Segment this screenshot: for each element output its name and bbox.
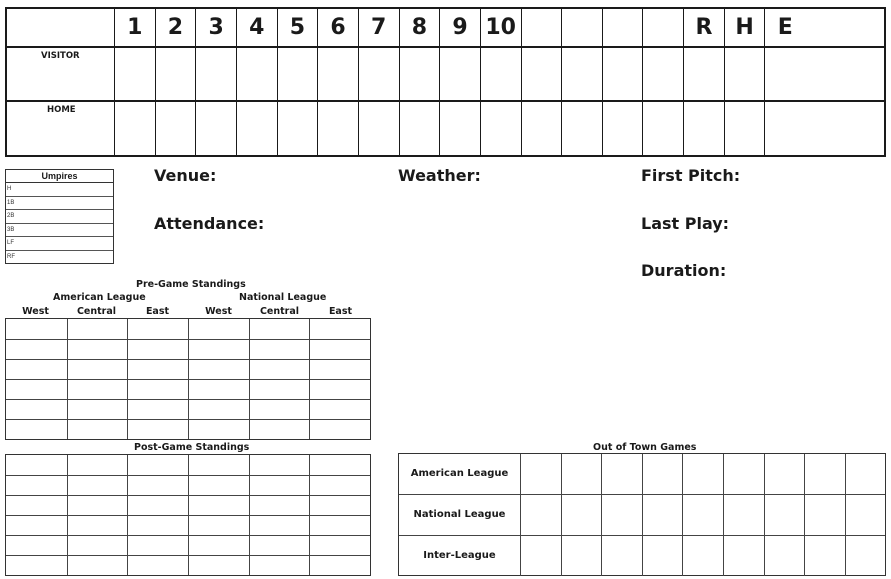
pregame-standings-cell [127,319,188,339]
pregame-standings-cell [6,399,67,419]
visitor-inning-cell-6 [317,48,358,100]
pregame-standings-cell [67,419,128,439]
home-inning-cell-13 [602,102,643,155]
visitor-row [7,48,884,102]
umpire-row-right-field: RF [7,253,15,260]
oot-score-cell [845,495,886,535]
pregame-col-al-east: East [145,306,170,317]
pregame-standings-cell [249,359,310,379]
postgame-standings-cell [309,495,370,515]
oot-score-cell [601,454,642,495]
oot-score-cell [682,536,723,576]
pregame-col-al-central: Central [76,306,117,317]
postgame-standings-cell [309,475,370,495]
visitor-inning-cell-3 [195,48,236,100]
postgame-standings-cell [249,475,310,495]
duration-label: Duration: [641,261,727,280]
visitor-inning-cell-5 [277,48,318,100]
umpire-row-third-base: 3B [6,224,113,238]
postgame-standings-cell [309,555,370,575]
oot-score-cell [764,495,805,535]
pregame-standings-cell [67,319,128,339]
oot-score-cell [561,454,602,495]
umpires-table [5,169,114,264]
out-of-town-table [398,453,886,576]
umpire-row-left-field: LF [6,237,113,251]
postgame-standings-grid [5,454,371,576]
line-score-header-cell-6: 6 [317,9,358,46]
oot-label-inter-league: Inter-League [423,550,496,561]
pregame-standings-cell [249,419,310,439]
postgame-standings-cell [67,455,128,475]
pregame-standings-cell [67,379,128,399]
pregame-standings-cell [188,359,249,379]
visitor-inning-cell-9 [439,48,480,100]
home-inning-cell-10 [480,102,521,155]
postgame-standings-cell [127,455,188,475]
oot-score-cell [764,454,805,495]
home-inning-cell-4 [236,102,277,155]
oot-score-cell [682,495,723,535]
postgame-standings-cell [127,535,188,555]
line-score-header-cell-3: 3 [195,9,236,46]
line-score-header-cell-15: R [683,9,724,46]
pregame-col-nl-west: West [205,306,232,317]
postgame-standings-title: Post-Game Standings [134,442,250,453]
pregame-standings-cell [67,399,128,419]
oot-row-national-league [399,494,885,535]
oot-score-cell [804,536,845,576]
pregame-standings-cell [309,419,370,439]
umpire-row-home-plate: H [6,183,113,197]
line-score-header-cell-5: 5 [277,9,318,46]
pregame-standings-cell [188,399,249,419]
line-score-header-row [7,9,884,48]
line-score-header-cell-2: 2 [155,9,196,46]
out-of-town-title: Out of Town Games [593,442,697,453]
home-inning-cell-7 [358,102,399,155]
postgame-standings-cell [67,515,128,535]
oot-score-cell [642,536,683,576]
oot-score-cell [845,536,886,576]
pregame-standings-cell [309,359,370,379]
visitor-inning-cell-13 [602,48,643,100]
line-score-header-cell-1: 1 [114,9,155,46]
last-play-label: Last Play: [641,214,730,233]
postgame-standings-cell [249,455,310,475]
postgame-standings-cell [188,535,249,555]
first-pitch-label: First Pitch: [641,166,741,185]
postgame-standings-cell [309,535,370,555]
visitor-inning-cell-1 [114,48,155,100]
pregame-national-league-heading: National League [239,292,327,303]
oot-score-cell [561,495,602,535]
pregame-standings-cell [6,359,67,379]
pregame-standings-cell [309,379,370,399]
line-score-header-cell-11 [521,9,562,46]
oot-label-american-league: American League [410,468,509,479]
postgame-standings-cell [309,455,370,475]
postgame-standings-cell [188,515,249,535]
pregame-standings-title: Pre-Game Standings [136,279,246,290]
visitor-inning-cell-17 [764,48,805,100]
home-inning-cell-12 [561,102,602,155]
pregame-standings-cell [127,399,188,419]
oot-score-cell [642,495,683,535]
oot-score-cell [601,495,642,535]
postgame-standings-cell [127,475,188,495]
postgame-standings-cell [188,475,249,495]
visitor-inning-cell-8 [399,48,440,100]
postgame-standings-cell [188,495,249,515]
postgame-standings-cell [127,515,188,535]
oot-row-inter-league [399,535,885,576]
pregame-standings-cell [188,379,249,399]
oot-score-cell [520,495,561,535]
home-inning-cell-17 [764,102,805,155]
postgame-standings-cell [6,475,67,495]
postgame-standings-cell [188,455,249,475]
postgame-standings-cell [67,555,128,575]
line-score-header-cell-10: 10 [480,9,521,46]
pregame-col-nl-east: East [328,306,353,317]
home-inning-cell-11 [521,102,562,155]
line-score-header-cell-13 [602,9,643,46]
oot-score-cell [601,536,642,576]
pregame-standings-cell [249,399,310,419]
pregame-standings-cell [67,339,128,359]
pregame-standings-cell [309,399,370,419]
oot-score-cell [520,454,561,495]
postgame-standings-cell [309,515,370,535]
home-inning-cell-2 [155,102,196,155]
postgame-standings-cell [127,555,188,575]
pregame-standings-cell [188,419,249,439]
home-label: HOME [47,105,76,115]
oot-score-cell [723,536,764,576]
postgame-standings-cell [6,455,67,475]
pregame-standings-cell [249,379,310,399]
oot-score-cell [561,536,602,576]
pregame-standings-cell [6,339,67,359]
pregame-standings-cell [309,339,370,359]
home-inning-cell-5 [277,102,318,155]
line-score-header-cell-4: 4 [236,9,277,46]
oot-score-cell [845,454,886,495]
umpire-row-first-base: 1B [6,197,113,211]
pregame-standings-grid [5,318,371,440]
oot-score-cell [804,495,845,535]
line-score-header-cell-17: E [764,9,805,46]
pregame-standings-cell [127,419,188,439]
visitor-inning-cell-11 [521,48,562,100]
home-inning-cell-14 [642,102,683,155]
pregame-col-al-west: West [22,306,49,317]
postgame-standings-cell [67,475,128,495]
pregame-standings-cell [6,319,67,339]
oot-score-cell [804,454,845,495]
venue-label: Venue: [154,166,217,185]
oot-score-cell [723,454,764,495]
pregame-standings-cell [188,339,249,359]
visitor-inning-cell-4 [236,48,277,100]
weather-label: Weather: [398,166,481,185]
oot-row-american-league [399,454,885,495]
oot-score-cell [520,536,561,576]
postgame-standings-cell [249,555,310,575]
pregame-col-nl-central: Central [259,306,300,317]
home-inning-cell-15 [683,102,724,155]
pregame-standings-cell [6,379,67,399]
visitor-inning-cell-2 [155,48,196,100]
postgame-standings-cell [6,515,67,535]
pregame-standings-cell [127,379,188,399]
pregame-standings-cell [127,359,188,379]
pregame-american-league-heading: American League [53,292,146,303]
home-row [7,102,884,155]
postgame-standings-cell [6,555,67,575]
postgame-standings-cell [6,535,67,555]
pregame-standings-cell [249,319,310,339]
umpires-title: Umpires [6,170,113,183]
line-score-header-cell-16: H [724,9,765,46]
line-score-table [5,7,886,157]
oot-score-cell [642,454,683,495]
visitor-inning-cell-16 [724,48,765,100]
pregame-standings-cell [249,339,310,359]
visitor-label: VISITOR [41,51,80,61]
home-inning-cell-1 [114,102,155,155]
attendance-label: Attendance: [154,214,265,233]
pregame-standings-cell [188,319,249,339]
pregame-standings-cell [6,419,67,439]
line-score-header-cell-7: 7 [358,9,399,46]
postgame-standings-cell [188,555,249,575]
home-inning-cell-9 [439,102,480,155]
visitor-inning-cell-15 [683,48,724,100]
visitor-inning-cell-7 [358,48,399,100]
oot-score-cell [682,454,723,495]
line-score-header-cell-12 [561,9,602,46]
postgame-standings-cell [6,495,67,515]
pregame-standings-cell [127,339,188,359]
postgame-standings-cell [67,495,128,515]
line-score-header-cell-8: 8 [399,9,440,46]
pregame-standings-cell [309,319,370,339]
home-inning-cell-8 [399,102,440,155]
postgame-standings-cell [127,495,188,515]
visitor-inning-cell-10 [480,48,521,100]
visitor-inning-cell-12 [561,48,602,100]
postgame-standings-cell [249,535,310,555]
oot-score-cell [723,495,764,535]
pregame-standings-cell [67,359,128,379]
postgame-standings-cell [249,515,310,535]
home-inning-cell-3 [195,102,236,155]
visitor-inning-cell-14 [642,48,683,100]
line-score-header-cell-9: 9 [439,9,480,46]
postgame-standings-cell [67,535,128,555]
oot-label-national-league: National League [413,509,506,520]
line-score-header-cell-14 [642,9,683,46]
home-inning-cell-16 [724,102,765,155]
umpire-row-second-base: 2B [6,210,113,224]
home-inning-cell-6 [317,102,358,155]
oot-score-cell [764,536,805,576]
postgame-standings-cell [249,495,310,515]
